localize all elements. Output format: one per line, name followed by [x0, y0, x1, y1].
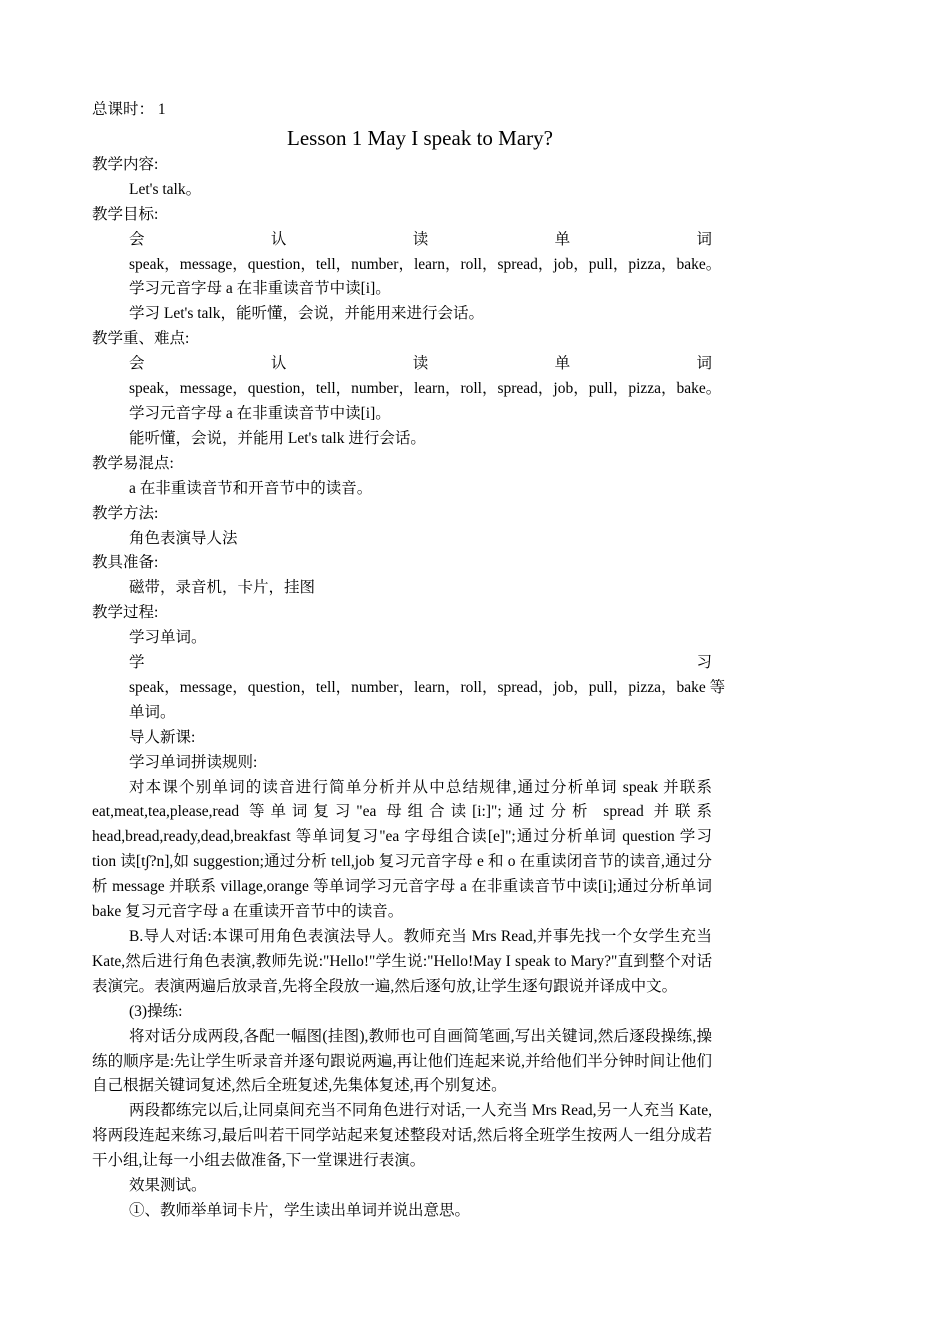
process-test: 效果测试。	[129, 1177, 207, 1195]
key-points-line3: 能听懂，会说，并能用 Let's talk 进行会话。	[129, 429, 426, 447]
objectives-spread-line	[92, 228, 712, 253]
spread-char: 会	[129, 355, 145, 373]
process-test-1: ①、教师举单词卡片，学生读出单词并说出意思。	[129, 1201, 471, 1219]
confusion-line: a 在非重读音节和开音节中的读音。	[129, 479, 373, 497]
method-line: 角色表演导人法	[129, 529, 238, 547]
key-points-spread-line	[92, 352, 712, 377]
process-words-end: 单词。	[129, 703, 176, 721]
process-paragraph-4: 两段都练完以后,让同桌间充当不同角色进行对话,一人充当 Mrs Read,另一人充当 Kate,将两段连起来练习,最后叫若干同学站起来复述整段对话,然后将全班学生按两人一组分成若干小组,让每一小组去做准备,下一堂课进行表演。	[92, 1102, 712, 1170]
key-points-words: speak，message，question，tell，number，learn，roll，spread，job，pull，pizza，bake。	[129, 380, 722, 398]
process-paragraph-1: 对本课个别单词的读音进行简单分析并从中总结规律,通过分析单词 speak 并联系 eat,meat,tea,please,read 等单词复习"ea 母组合读[i:]";通过分析 spread 并联系 head,bread,ready,dead,breakfast 等单词复习"ea 字母组合读[e]";通过分析单词 question 学习 tion 读[t∫?n],如 suggestion;通过分析 tell,job 复习元音字母 e 和 o 在重读闭音节的读音,通过分析 message 并联系 village,orange 等单词学习元音字母 a 在非重读音节中读[i];通过分析单词 bake 复习元音字母 a 在重读开音节中的读音。	[92, 778, 712, 921]
process-spread-line	[92, 651, 712, 676]
process-intro: 导人新课:	[129, 728, 196, 746]
spread-char: 词	[696, 355, 712, 373]
lesson-plan-page	[92, 98, 726, 1224]
spread-char: 单	[554, 355, 571, 373]
confusion-heading: 教学易混点:	[92, 454, 174, 472]
process-heading: 教学过程:	[92, 604, 159, 622]
process-rules: 学习单词拼读规则:	[129, 753, 258, 771]
process-paragraph-3: 将对话分成两段,各配一幅图(挂图),教师也可自画简笔画,写出关键词,然后逐段操练,操练的顺序是:先让学生听录音并逐句跟说两遍,再让他们连起来说,并给他们半分钟时间让他们自己根据关键词复述,然后全班复述,先集体复述,再个别复述。	[92, 1027, 712, 1095]
spread-char: 词	[696, 230, 712, 248]
process-learn-words: 学习单词。	[129, 629, 207, 647]
process-paragraph-2: B.导人对话:本课可用角色表演法导人。教师充当 Mrs Read,并事先找一个女学生充当 Kate,然后进行角色表演,教师先说:"Hello!"学生说:"Hello!May I speak to Mary?"直到整个对话表演完。表演两遍后放录音,先将全段放一遍,然后逐句放,让学生逐句跟说并译成中文。	[92, 928, 712, 995]
objectives-line2: 学习元音字母 a 在非重读音节中读[i]。	[129, 280, 391, 298]
process-drill: (3)操练:	[129, 1002, 183, 1020]
objectives-line3: 学习 Let's talk，能听懂，会说，并能用来进行会话。	[129, 305, 484, 323]
content-line: Let's talk。	[129, 180, 202, 198]
total-hours: 总课时： 1	[92, 101, 166, 118]
objectives-words: speak，message，question，tell，number，learn，roll，spread，job，pull，pizza，bake。	[129, 255, 722, 273]
spread-char: 认	[270, 355, 287, 373]
spread-char: 习	[696, 654, 712, 672]
objectives-heading: 教学目标:	[92, 205, 159, 223]
spread-char: 认	[270, 230, 287, 248]
content-heading: 教学内容:	[92, 155, 159, 173]
process-words: speak，message，question，tell，number，learn，roll，spread，job，pull，pizza，bake 等	[129, 678, 726, 696]
key-points-line2: 学习元音字母 a 在非重读音节中读[i]。	[129, 404, 391, 422]
materials-line: 磁带，录音机，卡片，挂图	[129, 579, 316, 597]
spread-char: 读	[412, 230, 429, 248]
lesson-title: Lesson 1 May I speak to Mary?	[287, 125, 553, 150]
spread-char: 读	[412, 355, 429, 373]
spread-char: 会	[129, 230, 145, 248]
materials-heading: 教具准备:	[92, 554, 159, 572]
method-heading: 教学方法:	[92, 504, 159, 522]
spread-char: 单	[554, 230, 571, 248]
key-points-heading: 教学重、难点:	[92, 330, 190, 348]
spread-char: 学	[129, 654, 145, 672]
